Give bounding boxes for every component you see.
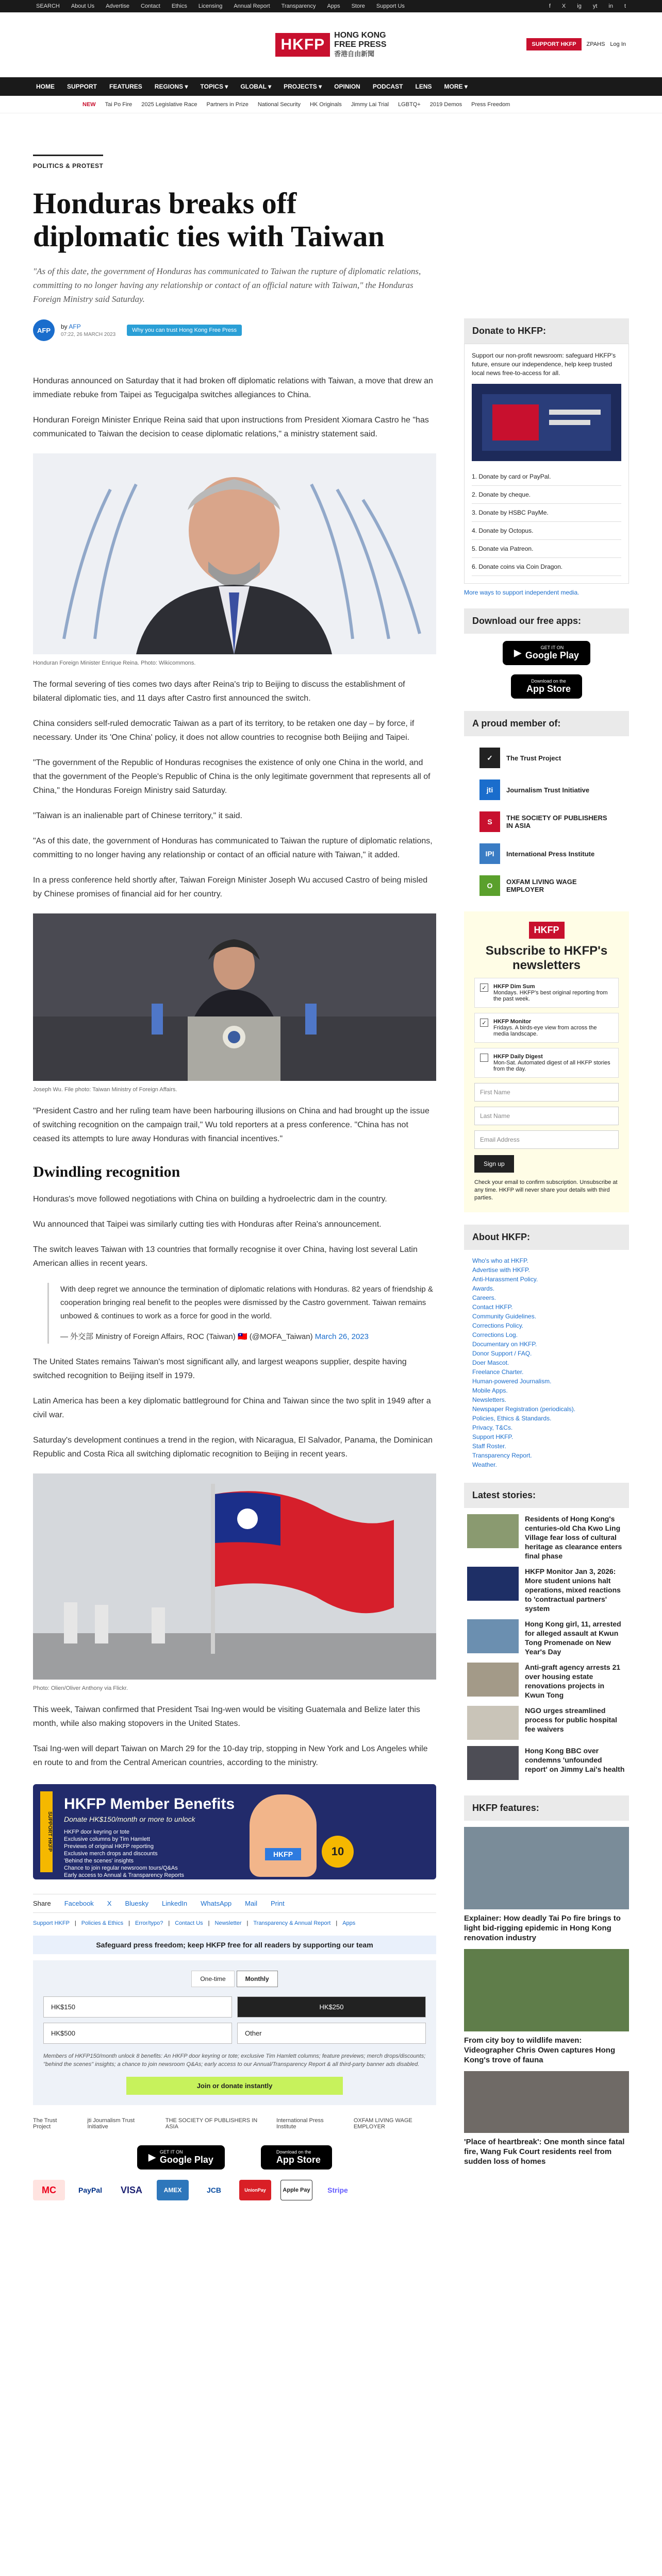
member-name: THE SOCIETY OF PUBLISHERS IN ASIA bbox=[506, 814, 607, 829]
story-thumbnail bbox=[467, 1663, 519, 1697]
about-link[interactable]: Advertise with HKFP. bbox=[472, 1266, 530, 1274]
contact-link[interactable]: Contact bbox=[140, 3, 160, 9]
app-store-label: App Store bbox=[526, 684, 571, 694]
trending-item[interactable]: Jimmy Lai Trial bbox=[351, 101, 389, 108]
ethics-link[interactable]: Ethics bbox=[171, 3, 187, 9]
newsletter-heading: Subscribe to HKFP's newsletters bbox=[485, 944, 608, 972]
about-link[interactable]: Support HKFP. bbox=[472, 1433, 514, 1440]
checkbox-checked[interactable]: ✓ bbox=[480, 1019, 488, 1027]
benefit-item: Exclusive merch drops and discounts bbox=[64, 1851, 158, 1857]
paragraph: "Taiwan is an inalienable part of Chinese territory," it said. bbox=[33, 811, 242, 820]
anniversary-badge: 10 bbox=[322, 1836, 354, 1868]
banner-title: HKFP Member Benefits bbox=[64, 1795, 235, 1812]
tweet-source: — 外交部 Ministry of Foreign Affairs, ROC (Taiwan) 🇹🇼 (@MOFA_Taiwan) bbox=[60, 1332, 313, 1341]
story-thumbnail bbox=[467, 1619, 519, 1653]
annual-report-link[interactable]: Annual Report bbox=[234, 3, 270, 9]
main-nav bbox=[0, 77, 662, 96]
about-link[interactable]: Corrections Policy. bbox=[472, 1322, 524, 1329]
benefit-item: HKFP door keyring or tote bbox=[64, 1829, 129, 1835]
donate-heading: Donate to HKFP: bbox=[464, 318, 629, 344]
nav-global[interactable]: GLOBAL ▾ bbox=[240, 83, 272, 90]
article-date: 07:22, 26 MARCH 2023 bbox=[61, 332, 116, 337]
story-title: Anti-graft agency arrests 21 over housing estate renovations projects in Kwun Tong bbox=[525, 1663, 621, 1699]
about-link[interactable]: Anti-Harassment Policy. bbox=[472, 1276, 538, 1283]
top-utility-bar bbox=[0, 0, 662, 12]
transparency-link[interactable]: Transparency bbox=[281, 3, 316, 9]
story-title: HKFP Monitor Jan 3, 2026: More student unions halt operations, mixed reactions to 'contractual partners' system bbox=[525, 1567, 621, 1613]
feature-card[interactable] bbox=[464, 2071, 629, 2166]
advertise-link[interactable]: Advertise bbox=[106, 3, 129, 9]
trending-item[interactable]: LGBTQ+ bbox=[398, 101, 421, 108]
nav-regions[interactable]: REGIONS ▾ bbox=[154, 83, 188, 90]
banner-subtitle: Donate HK$150/month or more to unlock bbox=[64, 1815, 195, 1823]
about-heading: About HKFP: bbox=[464, 1225, 629, 1250]
ipi-logo[interactable]: International Press Institute bbox=[276, 2117, 324, 2130]
amex-icon: AMEX bbox=[157, 2180, 189, 2200]
signup-button[interactable]: Sign up bbox=[474, 1155, 514, 1173]
banner-tag: SUPPORT HKFP bbox=[40, 1791, 53, 1872]
amount-other[interactable]: Other bbox=[237, 2023, 426, 2044]
feature-image bbox=[464, 1827, 629, 1909]
benefit-item: All third-party banner ads disabled bbox=[64, 1879, 150, 1886]
jti-logo[interactable]: jti Journalism Trust Initiative bbox=[87, 2117, 135, 2130]
latest-heading: Latest stories: bbox=[464, 1483, 629, 1508]
tab-one-time[interactable]: One-time bbox=[191, 1971, 234, 1987]
figure-reina bbox=[33, 453, 436, 666]
newsletter-title: HKFP Dim Sum bbox=[493, 984, 535, 990]
apps-link[interactable]: Apps bbox=[327, 3, 340, 9]
about-link[interactable]: Mobile Apps. bbox=[472, 1387, 508, 1394]
share-bar bbox=[33, 1894, 436, 1913]
mascot-label: HKFP bbox=[265, 1848, 301, 1860]
paragraph: The United States remains Taiwan's most significant ally, and largest weapons supplier, despite having switched recognition to Beijing itself in 1979. bbox=[33, 1358, 407, 1380]
instagram-icon[interactable]: ig bbox=[577, 3, 582, 9]
story-title: NGO urges streamlined process for public hospital fee waivers bbox=[525, 1706, 617, 1733]
google-play-label: Google Play bbox=[159, 2155, 213, 2165]
latest-story[interactable] bbox=[467, 1663, 626, 1700]
logo-chinese-name: 香港自由新聞 bbox=[334, 49, 375, 58]
footer-links: Support HKFP | Policies & Ethics | Error/typo? | Contact Us | Newsletter | Transparency & Annual Report | Apps bbox=[33, 1920, 356, 1926]
newsletter-widget bbox=[464, 911, 629, 1212]
benefit-item: Exclusive columns by Tim Hamlett bbox=[64, 1836, 150, 1842]
footer-link[interactable]: Support HKFP bbox=[33, 1920, 70, 1926]
more-ways-link[interactable]: More ways to support independent media. bbox=[464, 589, 580, 596]
member-org[interactable] bbox=[479, 748, 614, 768]
store-link[interactable]: Store bbox=[351, 3, 365, 9]
about-link[interactable]: Awards. bbox=[472, 1285, 495, 1292]
amount-option[interactable]: HK$500 bbox=[43, 2023, 232, 2044]
story-thumbnail bbox=[467, 1746, 519, 1780]
author-avatar: AFP bbox=[33, 319, 55, 341]
share-linkedin[interactable]: LinkedIn bbox=[162, 1900, 188, 1907]
features-heading: HKFP features: bbox=[464, 1795, 629, 1821]
trust-link[interactable]: Why you can trust Hong Kong Free Press bbox=[127, 325, 242, 336]
trending-item[interactable]: Press Freedom bbox=[471, 101, 510, 108]
oxfam-logo[interactable]: OXFAM LIVING WAGE EMPLOYER bbox=[353, 2117, 412, 2130]
language-link[interactable]: ZPAHS bbox=[586, 41, 605, 47]
member-org[interactable] bbox=[479, 875, 614, 896]
donation-widget bbox=[33, 1960, 436, 2105]
story-title: Hong Kong BBC over condemns 'unfounded report' on Jimmy Lai's health bbox=[525, 1747, 625, 1773]
trending-item[interactable]: HK Originals bbox=[309, 101, 342, 108]
about-link[interactable]: Staff Roster. bbox=[472, 1443, 506, 1450]
trending-item[interactable]: Partners in Prize bbox=[206, 101, 249, 108]
app-store-small: Download on the bbox=[276, 2149, 311, 2155]
section-heading: Dwindling recognition bbox=[33, 1163, 180, 1180]
support-pledge[interactable]: Safeguard press freedom; keep HKFP free for all readers by supporting our team bbox=[33, 1936, 436, 1954]
about-link[interactable]: Donor Support / FAQ. bbox=[472, 1350, 532, 1357]
benefit-item: Previews of original HKFP reporting bbox=[64, 1843, 154, 1850]
donate-widget bbox=[464, 344, 629, 584]
newsletter-desc: Mon-Sat. Automated digest of all HKFP stories from the day. bbox=[493, 1060, 610, 1072]
paragraph: China considers self-ruled democratic Taiwan as a part of its territory, to be retaken one day – by force, if necessary. Under its 'One China' policy, it does not allow countries to recognise both Beijing and Taipei. bbox=[33, 719, 415, 742]
newsletter-desc: Fridays. A birds-eye view from across the media landscape. bbox=[493, 1025, 597, 1037]
reina-photo bbox=[33, 453, 436, 654]
linkedin-icon[interactable]: in bbox=[608, 3, 613, 9]
trust-project-logo[interactable]: The Trust Project bbox=[33, 2117, 57, 2130]
trending-item[interactable]: Tai Po Fire bbox=[105, 101, 133, 108]
donate-option-card[interactable]: 1. Donate by card or PayPal. bbox=[472, 468, 621, 486]
nav-lens[interactable]: LENS bbox=[415, 83, 432, 90]
about-link[interactable]: Policies, Ethics & Standards. bbox=[472, 1415, 552, 1422]
donate-option-octopus[interactable]: 4. Donate by Octopus. bbox=[472, 522, 621, 540]
nav-features[interactable]: FEATURES bbox=[109, 83, 142, 90]
email-input[interactable]: Email Address bbox=[474, 1130, 619, 1149]
paragraph: "President Castro and her ruling team have been harbouring illusions on China and had brought up the issue of switching recognition on the campaign trail," Wu told reporters at a press conference. "China has not ceased its attempts to lure away Honduras with financial incentives." bbox=[33, 1107, 429, 1143]
latest-story[interactable] bbox=[467, 1706, 626, 1740]
play-icon: ▶ bbox=[148, 2152, 156, 2162]
trending-item[interactable]: 2019 Demos bbox=[429, 101, 462, 108]
nav-support[interactable]: SUPPORT bbox=[67, 83, 97, 90]
feature-card[interactable] bbox=[464, 1949, 629, 2065]
benefit-item: Early access to Annual & Transparency Reports bbox=[64, 1872, 184, 1878]
article-column bbox=[33, 155, 436, 2200]
google-play-small: GET IT ON bbox=[159, 2149, 183, 2155]
donate-option-cheque[interactable]: 2. Donate by cheque. bbox=[472, 486, 621, 504]
apps-heading: Download our free apps: bbox=[464, 608, 629, 634]
trending-label: NEW bbox=[82, 101, 96, 108]
sidebar-google-play[interactable] bbox=[503, 641, 590, 665]
footer-link[interactable]: Error/typo? bbox=[135, 1920, 163, 1926]
amount-option-selected[interactable]: HK$250 bbox=[237, 1996, 426, 2018]
google-play-button[interactable] bbox=[137, 2145, 225, 2170]
about-link[interactable]: Privacy, T&Cs. bbox=[472, 1424, 513, 1431]
paragraph: Honduras announced on Saturday that it had broken off diplomatic relations with Taiwan, a move that drew an immediate rebuke from Taipei as Tegucigalpa switches allegiances to China. bbox=[33, 377, 433, 399]
search-link[interactable]: SEARCH bbox=[36, 3, 60, 9]
payment-methods bbox=[33, 2180, 436, 2200]
member-name: International Press Institute bbox=[506, 850, 595, 858]
member-name: Journalism Trust Initiative bbox=[506, 786, 590, 794]
nav-home[interactable]: HOME bbox=[36, 83, 55, 90]
paragraph: Honduras's move followed negotiations with China on building a hydroelectric dam in the country. bbox=[33, 1195, 387, 1204]
feature-image bbox=[464, 1949, 629, 2031]
trending-item[interactable]: 2025 Legislative Race bbox=[141, 101, 197, 108]
figure-flag bbox=[33, 1473, 436, 1691]
join-donate-button[interactable]: Join or donate instantly bbox=[126, 2077, 343, 2095]
paypal-icon: PayPal bbox=[78, 2186, 102, 2194]
amount-option[interactable]: HK$150 bbox=[43, 1996, 232, 2018]
sopa-icon: S bbox=[479, 811, 500, 832]
footer-link[interactable]: Transparency & Annual Report bbox=[253, 1920, 331, 1926]
newsletter-logo: HKFP bbox=[529, 922, 565, 939]
paragraph: Saturday's development continues a trend in the region, with Nicaragua, El Salvador, Panama, the Dominican Republic and Costa Rica all switching diplomatic recognition to Beijing in recent years. bbox=[33, 1436, 433, 1459]
donate-image bbox=[472, 384, 621, 461]
stripe-icon: Stripe bbox=[327, 2186, 348, 2194]
about-link[interactable]: Transparency Report. bbox=[472, 1452, 532, 1459]
tab-monthly[interactable]: Monthly bbox=[237, 1971, 278, 1987]
sidebar-app-store[interactable] bbox=[511, 674, 582, 699]
about-link[interactable]: Freelance Charter. bbox=[472, 1368, 524, 1376]
newsletter-option[interactable] bbox=[474, 1048, 619, 1078]
apple-pay-icon: Apple Pay bbox=[280, 2180, 312, 2200]
feature-title: From city boy to wildlife maven: Videographer Chris Owen captures Hong Kong's trove of fauna bbox=[464, 2036, 616, 2064]
tweet-text: With deep regret we announce the termination of diplomatic relations with Honduras. 82 years of friendship & cooperation bringing real benefit to the peoples were dismissed by the Castro government. Taiwan remains unbowed & continues to work as a force for good in the world. bbox=[60, 1285, 433, 1320]
nav-podcast[interactable]: PODCAST bbox=[372, 83, 403, 90]
nav-topics[interactable]: TOPICS ▾ bbox=[200, 83, 228, 90]
logo-mark: HKFP bbox=[275, 33, 330, 57]
article-category[interactable]: POLITICS & PROTEST bbox=[33, 155, 103, 170]
about-link[interactable]: Human-powered Journalism. bbox=[472, 1378, 552, 1385]
telegram-icon[interactable]: t bbox=[624, 3, 626, 9]
last-name-input[interactable]: Last Name bbox=[474, 1107, 619, 1125]
about-link[interactable]: Newsletters. bbox=[472, 1396, 507, 1403]
about-link[interactable]: Contact HKFP. bbox=[472, 1303, 513, 1311]
paragraph: "As of this date, the government of Honduras has communicated to Taiwan the rupture of diplomatic relations, committing to no longer having any relationship or contact of an official nature with Taiwan," it added. bbox=[33, 837, 433, 859]
member-org[interactable] bbox=[479, 843, 614, 864]
about-link[interactable]: About Us bbox=[71, 3, 95, 9]
site-logo[interactable] bbox=[275, 31, 386, 59]
visa-icon: VISA bbox=[120, 2184, 142, 2195]
byline bbox=[33, 319, 436, 341]
story-thumbnail bbox=[467, 1514, 519, 1548]
google-play-small: GET IT ON bbox=[540, 645, 564, 650]
login-link[interactable]: Log In bbox=[610, 41, 626, 47]
share-mail[interactable]: Mail bbox=[245, 1900, 257, 1907]
youtube-icon[interactable]: yt bbox=[592, 3, 598, 9]
trending-item[interactable]: National Security bbox=[257, 101, 301, 108]
member-name: OXFAM LIVING WAGE EMPLOYER bbox=[506, 878, 577, 893]
app-store-small: Download on the bbox=[531, 679, 566, 684]
share-label: Share bbox=[33, 1900, 51, 1907]
about-link[interactable]: Doer Mascot. bbox=[472, 1359, 509, 1366]
donate-option-coins[interactable]: 6. Donate coins via Coin Dragon. bbox=[472, 558, 621, 576]
member-org[interactable] bbox=[479, 779, 614, 800]
about-list bbox=[464, 1250, 629, 1476]
latest-story[interactable] bbox=[467, 1746, 626, 1780]
story-thumbnail bbox=[467, 1706, 519, 1740]
latest-story[interactable] bbox=[467, 1619, 626, 1656]
share-whatsapp[interactable]: WhatsApp bbox=[201, 1900, 232, 1907]
article-lead: "As of this date, the government of Honduras has communicated to Taiwan the rupture of diplomatic relations, committing to no longer having any relationship or contact of an official nature with Taiwan," the Honduras Foreign Ministry said Saturday. bbox=[33, 266, 421, 304]
mascot-illustration bbox=[250, 1794, 317, 1877]
first-name-input[interactable]: First Name bbox=[474, 1083, 619, 1101]
member-org[interactable] bbox=[479, 811, 614, 832]
footer-link[interactable]: Contact Us bbox=[175, 1920, 203, 1926]
ipi-icon: IPI bbox=[479, 843, 500, 864]
benefit-item: Chance to join regular newsroom tours/Q&As bbox=[64, 1865, 178, 1871]
donate-option-patreon[interactable]: 5. Donate via Patreon. bbox=[472, 540, 621, 558]
flag-photo bbox=[33, 1473, 436, 1680]
sidebar bbox=[464, 155, 629, 2166]
feature-title: Explainer: How deadly Tai Po fire brings to light bid-rigging epidemic in Hong Kong renovation industry bbox=[464, 1914, 621, 1942]
about-link[interactable]: Community Guidelines. bbox=[472, 1313, 537, 1320]
feature-title: 'Place of heartbreak': One month since fatal fire, Wang Fuk Court residents reel from sudden loss of homes bbox=[464, 2138, 625, 2166]
nav-more[interactable]: MORE ▾ bbox=[444, 83, 468, 90]
article-title: Honduras breaks off diplomatic ties with Taiwan bbox=[33, 187, 385, 253]
oxfam-icon: O bbox=[479, 875, 500, 896]
share-bluesky[interactable]: Bluesky bbox=[125, 1900, 148, 1907]
about-link[interactable]: Who's who at HKFP. bbox=[472, 1257, 528, 1264]
newsletter-title: HKFP Daily Digest bbox=[493, 1054, 543, 1060]
footer-link[interactable]: Newsletter bbox=[214, 1920, 242, 1926]
trending-bar bbox=[0, 96, 662, 113]
author-link[interactable]: AFP bbox=[69, 323, 81, 330]
donate-text: Support our non-profit newsroom: safeguard HKFP's future, ensure our independence, help keep trusted local news free-to-access for all. bbox=[472, 352, 616, 377]
feature-image bbox=[464, 2071, 629, 2133]
newsletter-desc: Mondays. HKFP's best original reporting from the past week. bbox=[493, 990, 608, 1002]
paragraph: Latin America has been a key diplomatic battleground for China and Taiwan since the two split in 1949 after a civil war. bbox=[33, 1397, 431, 1419]
figure-caption: Joseph Wu. File photo: Taiwan Ministry of Foreign Affairs. bbox=[33, 1087, 177, 1093]
wu-photo bbox=[33, 913, 436, 1081]
member-name: The Trust Project bbox=[506, 754, 561, 762]
embedded-tweet bbox=[47, 1283, 436, 1344]
newsletter-title: HKFP Monitor bbox=[493, 1019, 532, 1025]
share-facebook[interactable]: Facebook bbox=[64, 1900, 94, 1907]
unionpay-icon: UnionPay bbox=[239, 2180, 271, 2200]
benefit-list bbox=[64, 1828, 184, 1886]
story-title: Residents of Hong Kong's centuries-old Cha Kwo Ling Village fear loss of cultural heritage as clearance enters final phase bbox=[525, 1515, 622, 1560]
checkbox-checked[interactable]: ✓ bbox=[480, 984, 488, 992]
checkbox-unchecked[interactable] bbox=[480, 1054, 488, 1062]
footer-link[interactable]: Policies & Ethics bbox=[81, 1920, 124, 1926]
paragraph: "The government of the Republic of Honduras recognises the existence of only one China in the world, and that the government of the People's Republic of China is the only legitimate government that represents all of China," the Honduras Foreign Ministry said Saturday. bbox=[33, 758, 431, 795]
logo-name-1: HONG KONG bbox=[334, 30, 386, 40]
google-play-label: Google Play bbox=[525, 650, 579, 660]
feature-card[interactable] bbox=[464, 1827, 629, 1943]
donate-option-payme[interactable]: 3. Donate by HSBC PayMe. bbox=[472, 504, 621, 522]
play-icon: ▶ bbox=[514, 648, 521, 658]
paragraph: Tsai Ing-wen will depart Taiwan on March 29 for the 10-day trip, stopping in New York and Los Angeles while en route to and from the Central American countries, according to the ministry. bbox=[33, 1744, 428, 1767]
member-benefits-banner[interactable] bbox=[33, 1784, 436, 1886]
facebook-icon[interactable]: f bbox=[549, 3, 551, 9]
footer-link[interactable]: Apps bbox=[342, 1920, 356, 1926]
app-store-button[interactable] bbox=[261, 2145, 332, 2170]
member-heading: A proud member of: bbox=[464, 711, 629, 736]
figure-caption: Photo: Olien/Oliver Anthony via Flickr. bbox=[33, 1685, 128, 1691]
nav-opinion[interactable]: OPINION bbox=[334, 83, 360, 90]
paragraph: Honduran Foreign Minister Enrique Reina said that upon instructions from President Xiomara Castro he "has communicated to Taiwan the decision to cease diplomatic relations," a ministry statement said. bbox=[33, 416, 429, 438]
site-header bbox=[0, 12, 662, 77]
licensing-link[interactable]: Licensing bbox=[198, 3, 223, 9]
about-link[interactable]: Corrections Log. bbox=[472, 1331, 518, 1338]
about-link[interactable]: Careers. bbox=[472, 1294, 496, 1301]
sopa-logo[interactable]: THE SOCIETY OF PUBLISHERS IN ASIA bbox=[165, 2117, 258, 2130]
paragraph: The formal severing of ties comes two days after Reina's trip to Beijing to discuss the establishment of bilateral diplomatic ties, and 11 days after Castro first announced the switch. bbox=[33, 680, 405, 703]
support-hkfp-button[interactable]: SUPPORT HKFP bbox=[526, 38, 581, 50]
paragraph: This week, Taiwan confirmed that President Tsai Ing-wen would be visiting Guatemala and Belize later this month, while also making stopovers in the United States. bbox=[33, 1705, 420, 1728]
about-link[interactable]: Weather. bbox=[472, 1461, 497, 1468]
paragraph: In a press conference held shortly after, Taiwan Foreign Minister Joseph Wu accused Castro of being misled by Chinese promises of financial aid for her country. bbox=[33, 876, 428, 899]
latest-story[interactable] bbox=[467, 1514, 626, 1561]
nav-projects[interactable]: PROJECTS ▾ bbox=[284, 83, 322, 90]
share-print[interactable]: Print bbox=[270, 1900, 285, 1907]
partner-logos bbox=[33, 2117, 436, 2130]
logo-name-2: FREE PRESS bbox=[334, 40, 387, 49]
jti-icon: jti bbox=[479, 779, 500, 800]
author-prefix: by bbox=[61, 323, 68, 330]
paragraph: The switch leaves Taiwan with 13 countries that formally recognise it over China, having lost several Latin American allies in recent years. bbox=[33, 1245, 418, 1268]
about-link[interactable]: Documentary on HKFP. bbox=[472, 1341, 537, 1348]
figure-caption: Honduran Foreign Minister Enrique Reina. Photo: Wikicommons. bbox=[33, 660, 196, 666]
latest-story[interactable] bbox=[467, 1567, 626, 1613]
member-benefits-note: Members of HKFP150/month unlock 8 benefits: An HKFP door keyring or tote; exclusive Tim Hamlett columns; feature previews; merch drops/discounts; "behind the scenes" insights; a chance to join newsroom Q&As; early access to our Annual/Transparency Report & all third-party banner ads disabled. bbox=[43, 2053, 426, 2067]
newsletter-note: Check your email to confirm subscription. Unsubscribe at any time. HKFP will never share your details with third parties. bbox=[474, 1179, 618, 1201]
story-title: Hong Kong girl, 11, arrested for alleged assault at Kwun Tong Promenade on New Year's Day bbox=[525, 1620, 621, 1656]
mastercard-icon: MC bbox=[33, 2180, 65, 2200]
app-store-label: App Store bbox=[276, 2155, 321, 2165]
figure-wu bbox=[33, 913, 436, 1093]
share-x[interactable]: X bbox=[107, 1900, 112, 1907]
support-link[interactable]: Support Us bbox=[376, 3, 405, 9]
trust-project-icon: ✓ bbox=[479, 748, 500, 768]
about-link[interactable]: Newspaper Registration (periodicals). bbox=[472, 1405, 576, 1413]
paragraph: Wu announced that Taipei was similarly cutting ties with Honduras after Reina's announcement. bbox=[33, 1220, 382, 1229]
tweet-date-link[interactable]: March 26, 2023 bbox=[315, 1332, 369, 1341]
story-thumbnail bbox=[467, 1567, 519, 1601]
benefit-item: 'Behind the scenes' insights bbox=[64, 1858, 134, 1864]
newsletter-option[interactable] bbox=[474, 1013, 619, 1043]
newsletter-option[interactable] bbox=[474, 978, 619, 1008]
jcb-icon: JCB bbox=[206, 2186, 221, 2194]
x-icon[interactable]: X bbox=[561, 3, 566, 9]
